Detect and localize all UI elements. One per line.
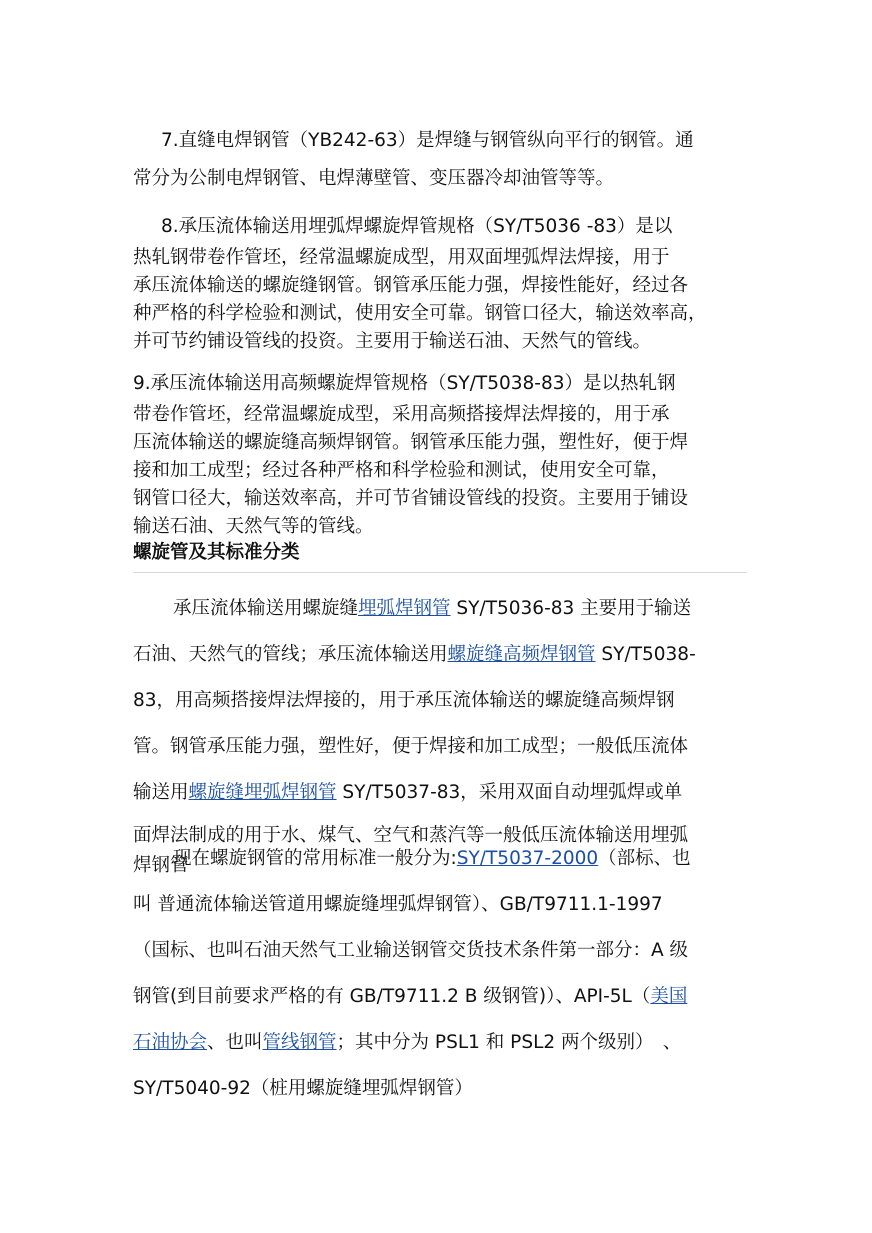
text-segment: SY/T5037-83，采用双面自动埋弧焊或单	[336, 782, 683, 803]
link-sy-t5037-2000[interactable]: SY/T5037-2000	[456, 848, 599, 869]
paragraph-10-line-2	[133, 632, 747, 678]
paragraph-current-standards	[133, 836, 747, 1112]
paragraph-11-line-5	[133, 1020, 747, 1066]
section-heading: 螺旋管及其标准分类	[133, 538, 747, 573]
paragraph-8-line-1: 8.承压流体输送用埋弧焊螺旋焊管规格（SY/T5036 -83）是以	[161, 216, 673, 237]
paragraph-8-line-3: 承压流体输送的螺旋缝钢管。钢管承压能力强，焊接性能好，经过各	[133, 275, 689, 296]
paragraph-11-line-1	[133, 836, 747, 882]
text-segment: SY/T5036-83 主要用于输送	[450, 598, 692, 619]
paragraph-7-line-2: 常分为公制电焊钢管、电焊薄壁管、变压器冷却油管等等。	[133, 168, 615, 189]
paragraph-7-line-1: 7.直缝电焊钢管（YB242-63）是焊缝与钢管纵向平行的钢管。通	[161, 130, 694, 151]
paragraph-9-line-3: 压流体输送的螺旋缝高频焊钢管。钢管承压能力强，塑性好，便于焊	[133, 432, 689, 453]
paragraph-10-line-4: 管。钢管承压能力强，塑性好，便于焊接和加工成型；一般低压流体	[133, 736, 689, 757]
paragraph-9	[133, 367, 747, 541]
text-segment: 输送用	[133, 782, 189, 803]
paragraph-9-line-5: 钢管口径大，输送效率高，并可节省铺设管线的投资。主要用于铺设	[133, 488, 689, 509]
link-spiral-saw-pipe[interactable]: 螺旋缝埋弧焊钢管	[188, 782, 337, 803]
text-segment: 石油、天然气的管线；承压流体输送用	[133, 644, 448, 665]
paragraph-9-line-6: 输送石油、天然气等的管线。	[133, 516, 374, 537]
paragraph-spiral-standards	[133, 586, 747, 876]
paragraph-10-line-3: 83，用高频搭接焊法焊接的，用于承压流体输送的螺旋缝高频焊钢	[133, 690, 675, 711]
paragraph-10-line-7: 焊钢管	[133, 855, 189, 876]
text-segment: 、也叫	[207, 1032, 263, 1053]
text-segment: ；其中分为 PSL1 和 PSL2 两个级别） 、	[336, 1032, 682, 1053]
paragraph-8-line-4: 种严格的科学检验和测试，使用安全可靠。钢管口径大，输送效率高，	[133, 303, 707, 324]
text-segment: 钢管(到目前要求严格的有 GB/T9711.2 B 级钢管)）、API-5L（	[133, 986, 651, 1007]
text-segment: （部标、也	[598, 848, 691, 869]
text-segment: SY/T5038-	[595, 644, 696, 665]
link-line-pipe[interactable]: 管线钢管	[262, 1032, 337, 1053]
paragraph-9-line-4: 接和加工成型；经过各种严格和科学检验和测试，使用安全可靠，	[133, 460, 670, 481]
link-submerged-arc-welded-pipe[interactable]: 埋弧焊钢管	[358, 598, 451, 619]
paragraph-7	[133, 122, 747, 198]
paragraph-10-line-5	[133, 770, 747, 816]
paragraph-10-line-6: 面焊法制成的用于水、煤气、空气和蒸汽等一般低压流体输送用埋弧	[133, 825, 689, 846]
text-segment: 承压流体输送用螺旋缝	[173, 598, 359, 619]
paragraph-11-line-6: SY/T5040-92（桩用螺旋缝埋弧焊钢管）	[133, 1078, 473, 1099]
paragraph-8	[133, 210, 747, 356]
paragraph-8-line-5: 并可节约铺设管线的投资。主要用于输送石油、天然气的管线。	[133, 331, 652, 352]
paragraph-9-line-1: 9.承压流体输送用高频螺旋焊管规格（SY/T5038-83）是以热轧钢	[133, 373, 676, 394]
paragraph-8-line-2: 热轧钢带卷作管坯，经常温螺旋成型，用双面埋弧焊法焊接，用于	[133, 247, 670, 268]
paragraph-11-line-3: （国标、也叫石油天然气工业输送钢管交货技术条件第一部分：A 级	[133, 940, 689, 961]
paragraph-11-line-4	[133, 974, 747, 1020]
paragraph-10-line-1	[133, 586, 747, 632]
paragraph-9-line-2: 带卷作管坯，经常温螺旋成型，采用高频搭接焊法焊接的，用于承	[133, 404, 670, 425]
paragraph-11-line-2: 叫 普通流体输送管道用螺旋缝埋弧焊钢管）、GB/T9711.1-1997	[133, 894, 663, 915]
link-american-petroleum-institute-cont[interactable]: 石油协会	[133, 1032, 208, 1053]
link-american-petroleum-institute[interactable]: 美国	[650, 986, 688, 1007]
link-spiral-hf-welded-pipe[interactable]: 螺旋缝高频焊钢管	[447, 644, 596, 665]
text-segment: 现在螺旋钢管的常用标准一般分为:	[173, 848, 457, 869]
